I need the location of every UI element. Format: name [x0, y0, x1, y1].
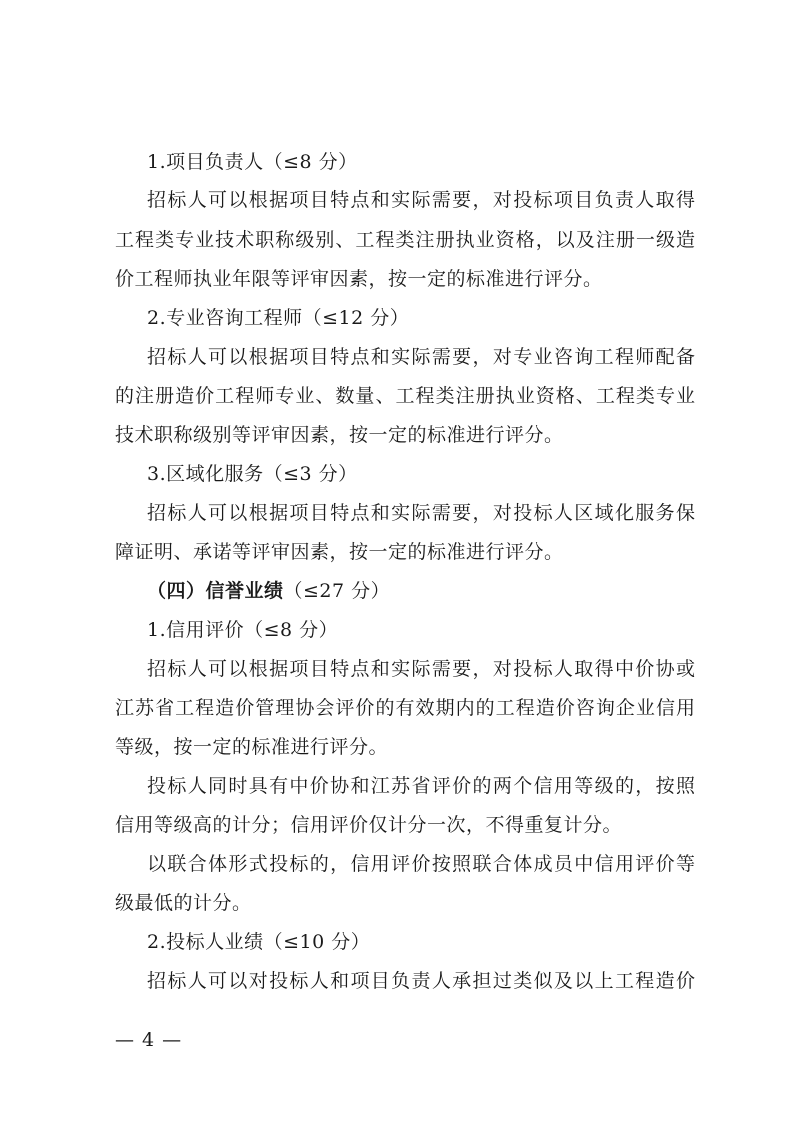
paragraph-line: 招标人可以根据项目特点和实际需要，对投标人区域化服务保	[147, 502, 695, 524]
paragraph-line: 招标人可以根据项目特点和实际需要，对投标人取得中价协或	[147, 658, 695, 680]
paragraph-line: 招标人可以根据项目特点和实际需要，对投标项目负责人取得	[147, 189, 695, 211]
paragraph-line: 投标人同时具有中价协和江苏省评价的两个信用等级的，按照	[147, 775, 695, 797]
heading-bidder-performance: 2.投标人业绩（≤10 分）	[147, 931, 371, 953]
paragraph-line: 信用等级高的计分；信用评价仅计分一次，不得重复计分。	[115, 814, 623, 836]
paragraph-line: 技术职称级别等评审因素，按一定的标准进行评分。	[115, 424, 564, 446]
page-number: — 4 —	[115, 1029, 183, 1051]
paragraph-line: 招标人可以根据项目特点和实际需要，对专业咨询工程师配备	[147, 346, 695, 368]
paragraph-line: 障证明、承诺等评审因素，按一定的标准进行评分。	[115, 541, 564, 563]
section-heading	[147, 579, 695, 603]
paragraph-line: 以联合体形式投标的，信用评价按照联合体成员中信用评价等	[147, 853, 695, 875]
section-heading-score: （≤27 分）	[283, 580, 391, 602]
paragraph-line: 招标人可以对投标人和项目负责人承担过类似及以上工程造价	[147, 970, 695, 992]
heading-regional-service: 3.区域化服务（≤3 分）	[147, 463, 358, 485]
paragraph-line: 工程类专业技术职称级别、工程类注册执业资格，以及注册一级造	[115, 229, 695, 251]
heading-consulting-engineer: 2.专业咨询工程师（≤12 分）	[147, 307, 410, 329]
heading-project-leader: 1.项目负责人（≤8 分）	[147, 151, 358, 173]
paragraph-line: 的注册造价工程师专业、数量、工程类注册执业资格、工程类专业	[115, 385, 695, 407]
paragraph-line: 价工程师执业年限等评审因素，按一定的标准进行评分。	[115, 268, 603, 290]
section-heading-title: （四）信誉业绩	[147, 580, 284, 602]
paragraph-line: 级最低的计分。	[115, 892, 252, 914]
paragraph-line: 江苏省工程造价管理协会评价的有效期内的工程造价咨询企业信用	[115, 697, 695, 719]
paragraph-line: 等级，按一定的标准进行评分。	[115, 736, 389, 758]
heading-credit-rating: 1.信用评价（≤8 分）	[147, 619, 339, 641]
